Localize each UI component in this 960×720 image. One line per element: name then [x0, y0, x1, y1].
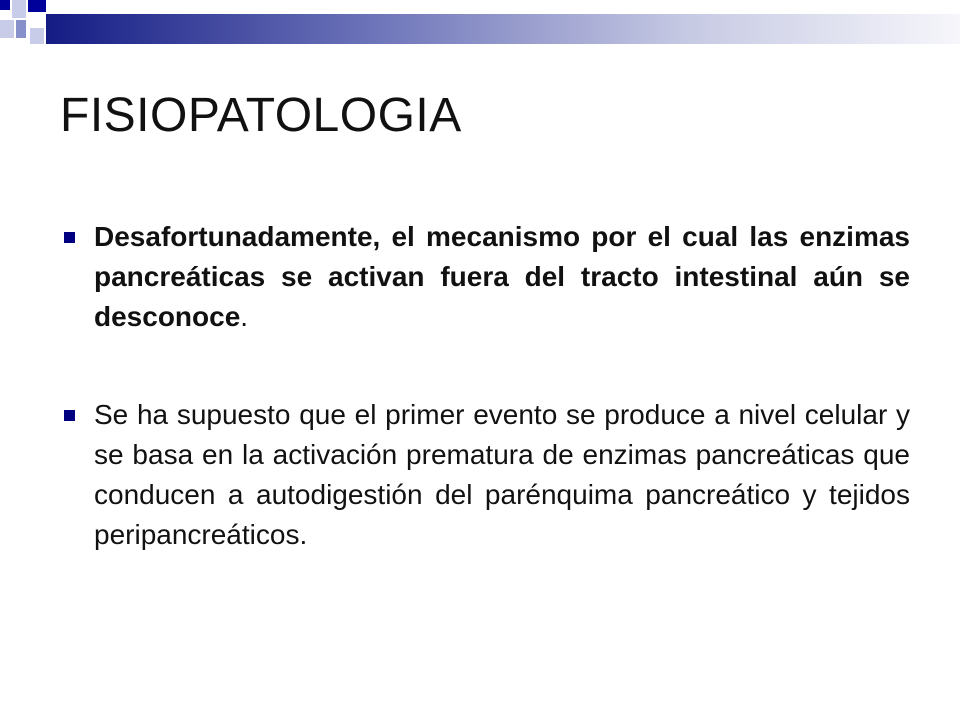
bullet-square-icon [64, 410, 75, 421]
bullet-text-tail: . [240, 301, 249, 332]
decor-square [30, 28, 44, 44]
decor-square [0, 20, 14, 38]
decor-square [28, 0, 46, 12]
bullet-text: Desafortunadamente, el mecanismo por el cual las enzimas pancreáticas se activan fuera del tracto intestinal aún se desconoce [94, 221, 910, 332]
bullet-square-icon [64, 232, 75, 243]
decor-square [0, 0, 10, 10]
header-gradient-bar [46, 14, 960, 44]
bullet-item [60, 395, 910, 555]
decor-square [12, 0, 26, 18]
bullet-list [60, 217, 910, 555]
slide-title: FISIOPATOLOGIA [60, 89, 462, 142]
decor-square [16, 20, 26, 38]
bullet-item [60, 217, 910, 337]
bullet-text: Se ha supuesto que el primer evento se produce a nivel celular y se basa en la activación prematura de enzimas pancreáticas que conducen a autodigestión del parénquima pancreático y tejidos peripancreáticos. [94, 399, 910, 550]
